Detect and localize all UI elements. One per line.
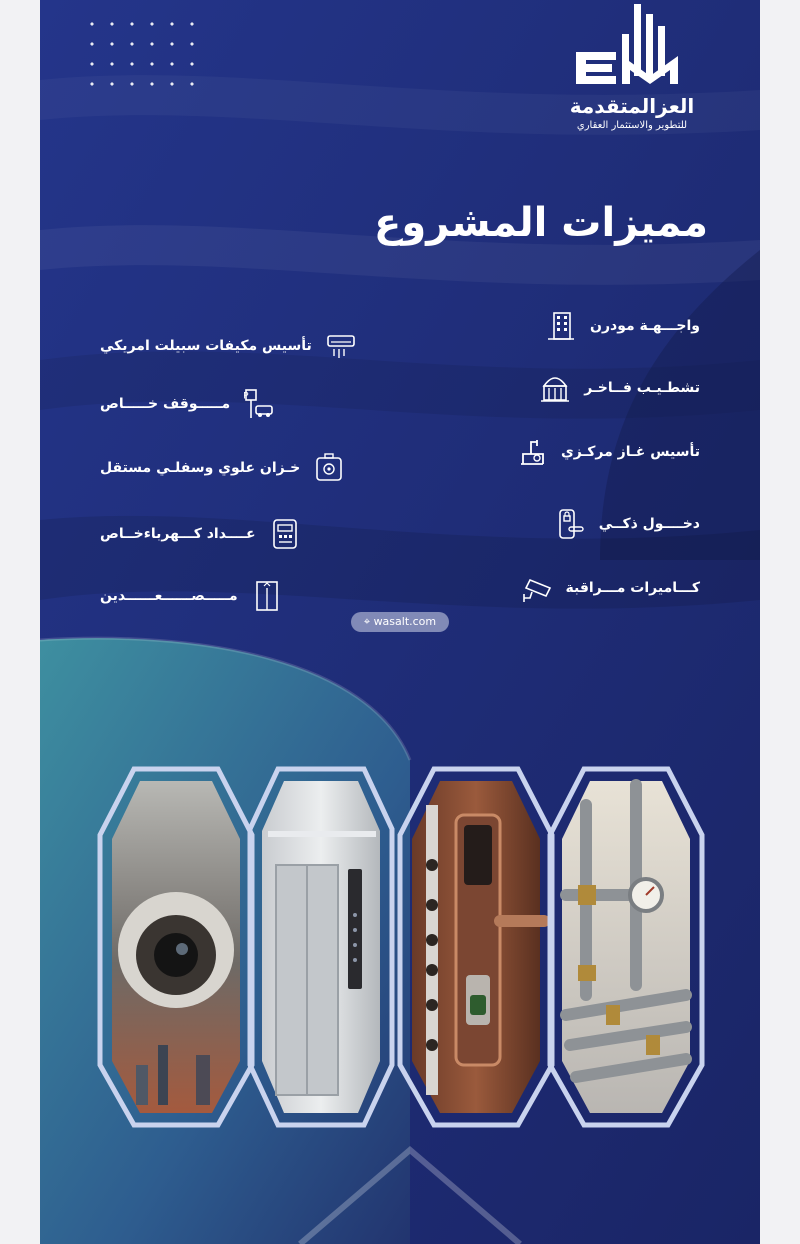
feature-label: تأسيس مكيفات سبيلت امريكي (100, 338, 312, 354)
water-tank-icon (314, 452, 344, 484)
split-ac-icon (326, 330, 356, 362)
elevator-photo (246, 765, 396, 1130)
gas-pipes-photo (546, 765, 706, 1130)
brand-logo (562, 0, 702, 150)
feature-label: خـزان علوي وسفلـي مستقل (100, 460, 301, 476)
feature-luxury-finish (540, 372, 700, 404)
poster (40, 0, 760, 1244)
feature-private-parking (100, 388, 274, 420)
feature-central-gas (517, 436, 700, 468)
luxury-finish-icon (540, 372, 570, 404)
elevator-icon (252, 580, 282, 612)
gas-pipes-icon (517, 436, 547, 468)
feature-label: واجـــهـة مودرن (590, 318, 700, 334)
brand-name: العزالمتقدمة (569, 94, 695, 118)
watermark (351, 612, 449, 632)
feature-smart-entry (555, 508, 700, 540)
feature-water-tanks (100, 452, 344, 484)
feature-electric-meter (100, 518, 300, 550)
feature-label: مـــــوقف خـــــاص (100, 396, 231, 412)
feature-label: تشطـيـب فــاخـر (584, 380, 700, 396)
smart-lock-photo (396, 765, 556, 1130)
security-camera-icon (522, 572, 552, 604)
feature-split-ac (100, 330, 356, 362)
feature-label: كـــاميرات مـــراقبة (565, 580, 700, 596)
feature-label: عــــداد كـــهرباءخــاص (100, 526, 256, 542)
feature-label: دخــــول ذكــي (598, 516, 700, 532)
decorative-dots (82, 14, 202, 102)
parking-icon (244, 388, 274, 420)
feature-modern-facade (546, 310, 700, 342)
electric-meter-icon (270, 518, 300, 550)
building-facade-icon (546, 310, 576, 342)
feature-label: مـــــصــــــعــــــدين (100, 588, 238, 604)
smart-lock-icon (555, 508, 585, 540)
svg-text:P: P (243, 391, 249, 402)
feature-two-elevators (100, 580, 282, 612)
feature-label: تأسيس غـاز مركـزي (560, 444, 700, 460)
watermark-text: wasalt.com (373, 615, 437, 628)
location-pin-icon: ⌖ (363, 615, 371, 628)
feature-surveillance-cameras (522, 572, 701, 604)
brand-logo-mark (572, 0, 692, 92)
security-camera-photo (96, 765, 256, 1130)
page-title: مميزات المشروع (374, 200, 708, 246)
brand-tagline: للتطوير والاستثمار العقاري (576, 120, 688, 131)
